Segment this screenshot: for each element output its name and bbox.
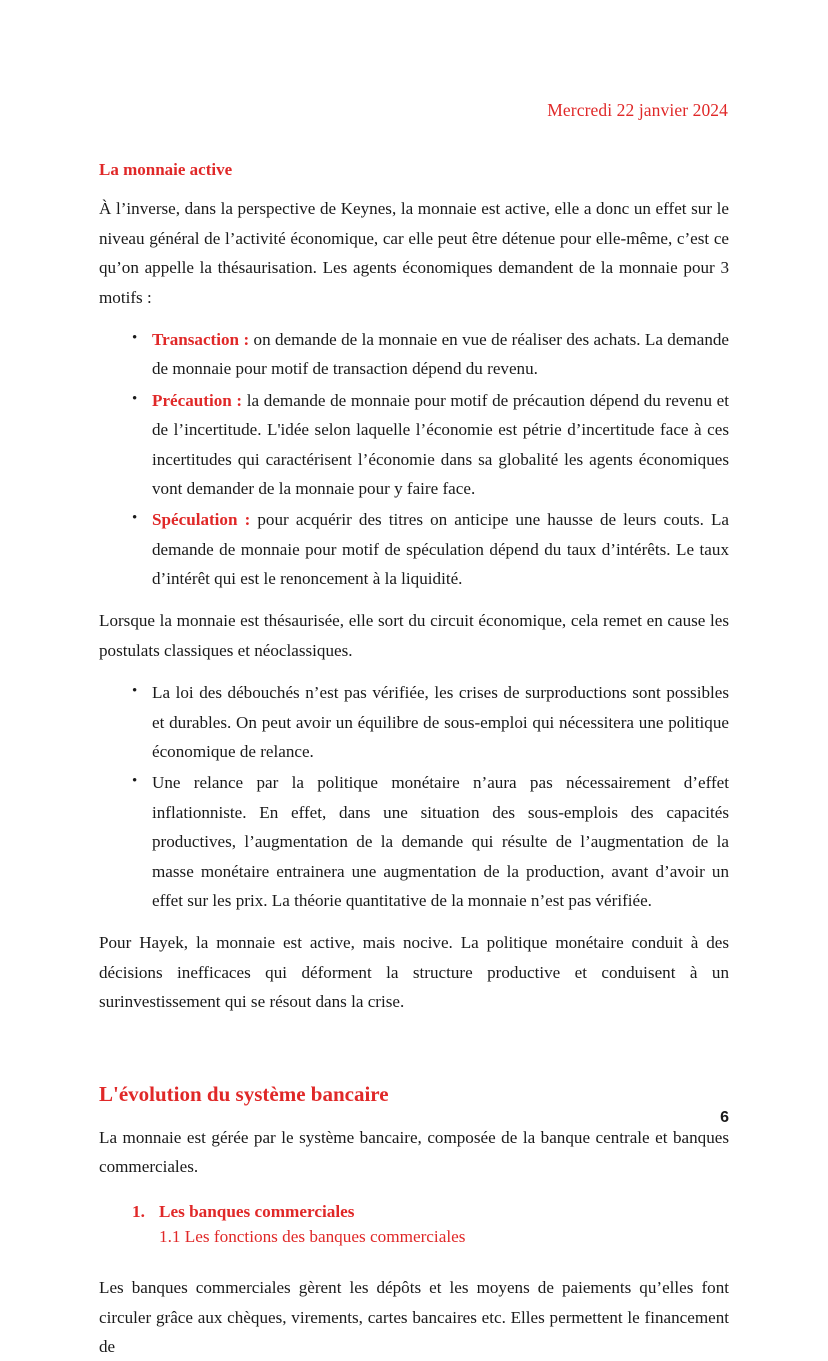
section-spacer bbox=[99, 1030, 729, 1082]
motive-term-precaution: Précaution : bbox=[152, 390, 243, 410]
numbered-heading-number: 1. bbox=[132, 1201, 145, 1221]
list-item: • Une relance par la politique monétaire n’aura pas nécessairement d’effet inflationniste. En effet, dans une situation des sous-emplois des capacités productives, l’augmentation de la demande qui résulte de l’augmentation de la masse monétaire entrainera une augmentation de la production, avant d’avoir un effet sur les prix. La théorie quantitative de la monnaie n’est pas vérifiée. bbox=[99, 768, 729, 915]
list-item bbox=[99, 386, 729, 504]
paragraph-thesaurisation: Lorsque la monnaie est thésaurisée, elle sort du circuit économique, cela remet en cause les postulats classiques et néoclassiques. bbox=[99, 611, 729, 660]
document-body bbox=[99, 160, 729, 1361]
sub-heading-fonctions-banques-commerciales: 1.1 Les fonctions des banques commerciales bbox=[159, 1227, 466, 1247]
motive-text-transaction: on demande de la monnaie en vue de réaliser des achats. La demande de monnaie pour motif de transaction dépend du revenu. bbox=[152, 329, 729, 379]
paragraph-keynes-intro: À l’inverse, dans la perspective de Keynes, la monnaie est active, elle a donc un effet sur le niveau général de l’activité économique, car elle peut être détenue pour elle-même, c’est ce qu’on appelle la thésaurisation. Les agents économiques demandent de la monnaie pour 3 motifs : bbox=[99, 199, 729, 307]
motive-term-transaction: Transaction : bbox=[152, 329, 250, 349]
list-motifs-demande-monnaie bbox=[99, 325, 729, 594]
list-consequences-keynesiennes bbox=[99, 678, 729, 915]
numbered-section-banques-commerciales bbox=[99, 1200, 729, 1252]
paragraph-spacer bbox=[99, 1259, 729, 1273]
document-date-header: Mercredi 22 janvier 2024 bbox=[547, 100, 728, 120]
section-heading-monnaie-active: La monnaie active bbox=[99, 160, 233, 179]
motive-term-speculation: Spéculation : bbox=[152, 510, 251, 530]
numbered-heading bbox=[132, 1200, 729, 1225]
paragraph-banques-commerciales-fonctions: Les banques commerciales gèrent les dépôts et les moyens de paiements qu’elles font circuler grâce aux chèques, virements, cartes bancaires etc. Elles permettent le financement de bbox=[99, 1278, 729, 1356]
section-heading-evolution-systeme-bancaire: L'évolution du système bancaire bbox=[99, 1081, 389, 1106]
paragraph-systeme-bancaire-intro: La monnaie est gérée par le système bancaire, composée de la banque centrale et banques commerciales. bbox=[99, 1127, 729, 1177]
list-item: • La loi des débouchés n’est pas vérifiée, les crises de surproductions sont possibles et durables. On peut avoir un équilibre de sous-emploi qui nécessitera une politique économique de relance. bbox=[99, 678, 729, 766]
list-item bbox=[99, 505, 729, 593]
paragraph-hayek: Pour Hayek, la monnaie est active, mais nocive. La politique monétaire conduit à des décisions inefficaces qui déforment la structure productive et conduisent à un surinvestissement qui se résout dans la crise. bbox=[99, 933, 729, 1012]
numbered-heading-label: Les banques commerciales bbox=[159, 1201, 355, 1221]
motive-text-precaution: la demande de monnaie pour motif de précaution dépend du revenu et de l’incertitude. L'idée selon laquelle l’économie est pétrie d’incertitude face à ces incertitudes qui caractérisent l’économie dans sa globalité les agents économiques vont demander de la monnaie pour y faire face. bbox=[152, 390, 730, 498]
motive-text-speculation: pour acquérir des titres on anticipe une hausse de leurs couts. La demande de monnaie pour motif de spéculation dépend du taux d’intérêts. Le taux d’intérêt qui est le renoncement à la liquidité. bbox=[152, 510, 729, 589]
list-item bbox=[99, 325, 729, 384]
page-number: 6 bbox=[720, 1109, 729, 1126]
